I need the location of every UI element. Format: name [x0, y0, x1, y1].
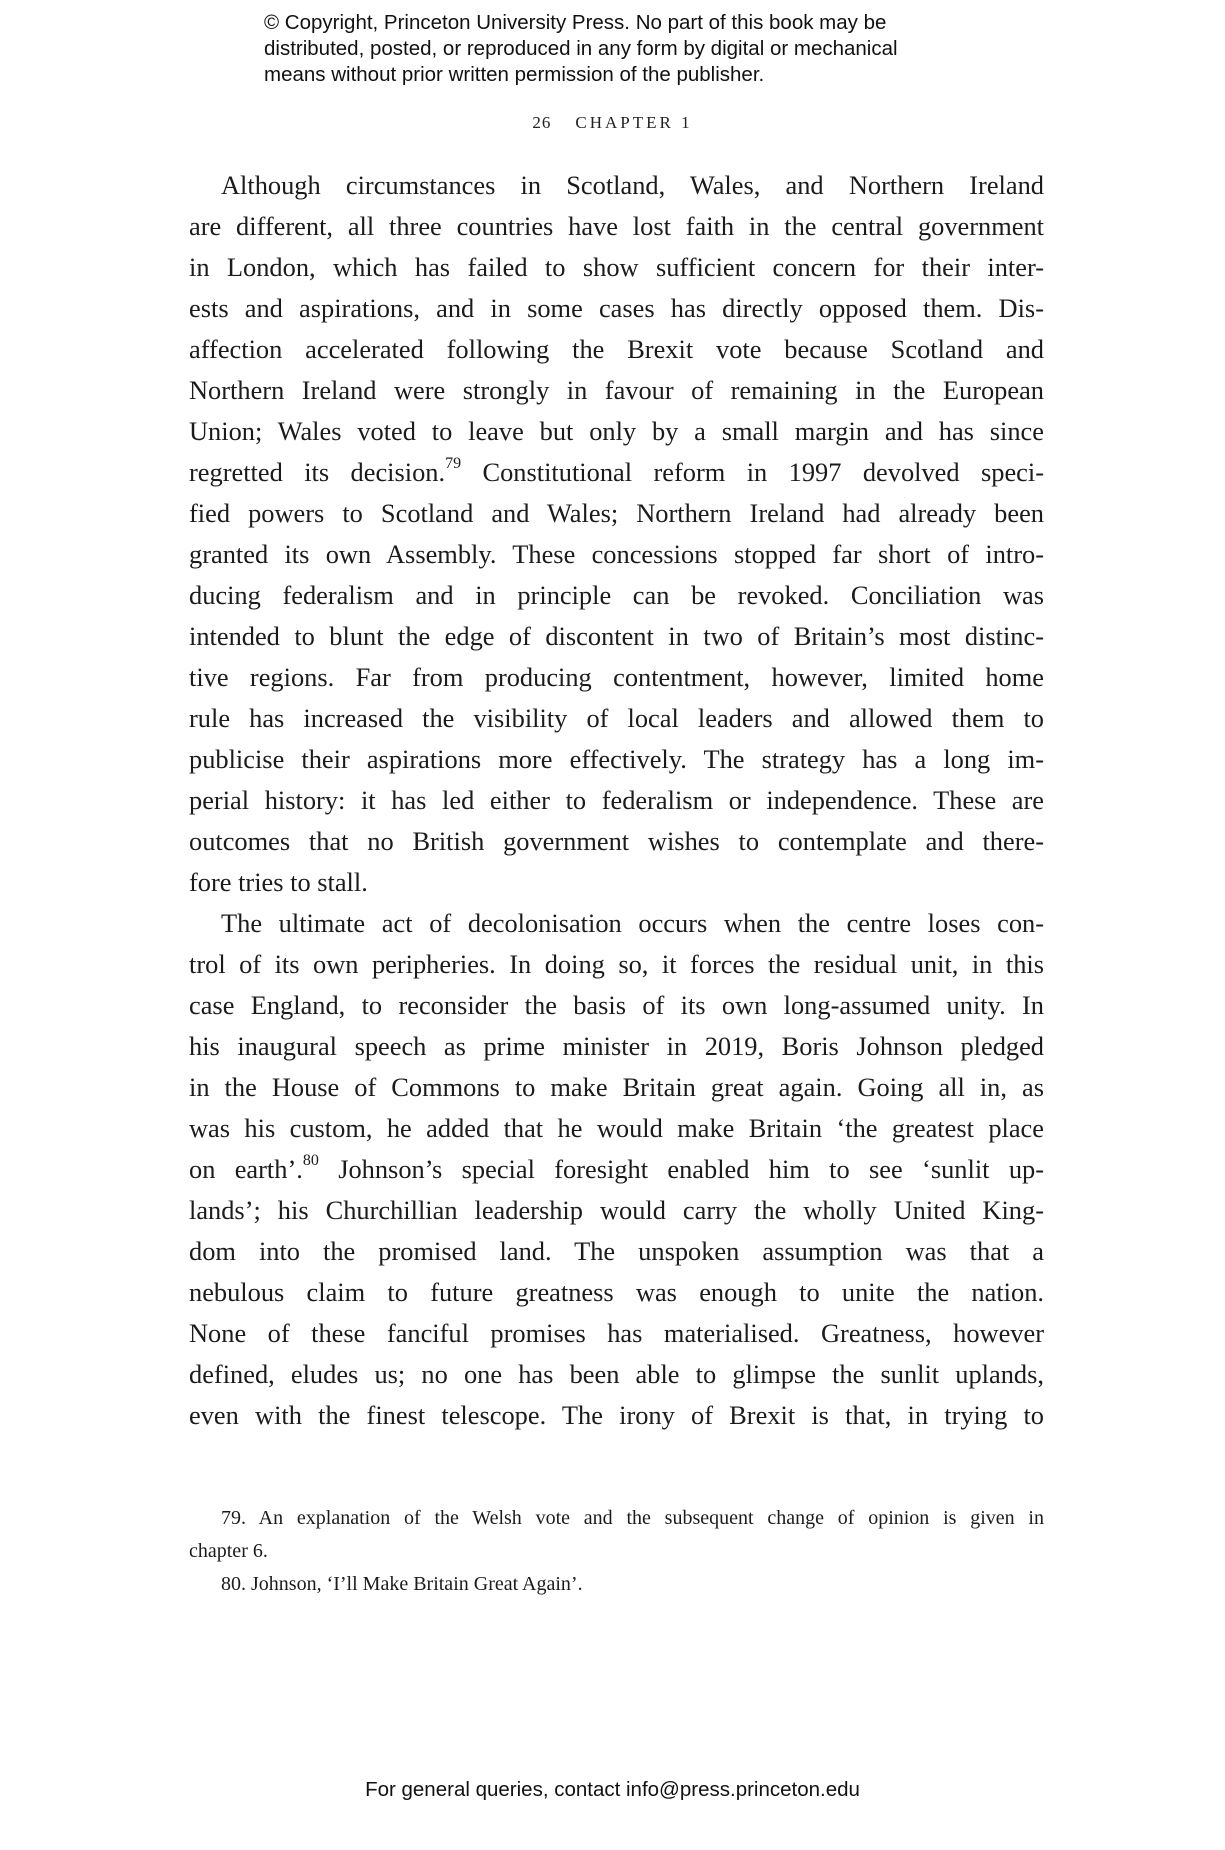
footnote-marker-79[interactable]: 79 [445, 455, 462, 473]
text-line: outcomes that no British government wishes to contemplate and there- [189, 826, 1044, 856]
text-line: even with the finest telescope. The irony of Brexit is that, in trying to [189, 1400, 1044, 1430]
text-line: was his custom, he added that he would make Britain ‘the greatest place [189, 1113, 1044, 1143]
paragraph [189, 165, 1044, 903]
text-line: granted its own Assembly. These concessions stopped far short of intro- [189, 539, 1044, 569]
text-line: his inaugural speech as prime minister in 2019, Boris Johnson pledged [189, 1031, 1044, 1061]
text-line: Union; Wales voted to leave but only by a small margin and has since [189, 416, 1044, 446]
text-line: affection accelerated following the Brexit vote because Scotland and [189, 334, 1044, 364]
text-line: are different, all three countries have lost faith in the central government [189, 211, 1044, 241]
running-head [0, 113, 1225, 133]
text-line: lands’; his Churchillian leadership would carry the wholly United King- [189, 1195, 1044, 1225]
copyright-line: distributed, posted, or reproduced in any form by digital or mechanical [264, 37, 898, 60]
text-fragment: regretted its decision. [189, 457, 446, 487]
text-line: trol of its own peripheries. In doing so, it forces the residual unit, in this [189, 949, 1044, 979]
text-line: nebulous claim to future greatness was enough to unite the nation. [189, 1277, 1044, 1307]
text-line: Northern Ireland were strongly in favour of remaining in the European [189, 375, 1044, 405]
footnote-80: 80. Johnson, ‘I’ll Make Britain Great Again’. [221, 1573, 583, 1595]
chapter-label: CHAPTER 1 [575, 113, 693, 132]
text-line [189, 1149, 1044, 1190]
text-line: ests and aspirations, and in some cases has directly opposed them. Dis- [189, 293, 1044, 323]
copyright-line: © Copyright, Princeton University Press. No part of this book may be [264, 11, 887, 34]
text-line: in London, which has failed to show sufficient concern for their inter- [189, 252, 1044, 282]
text-line: case England, to reconsider the basis of its own long-assumed unity. In [189, 990, 1044, 1020]
text-fragment: Johnson’s special foresight enabled him to see ‘sunlit up- [318, 1154, 1044, 1184]
text-line: The ultimate act of decolonisation occurs when the centre loses con- [221, 908, 1044, 938]
text-fragment: Constitutional reform in 1997 devolved speci- [461, 457, 1045, 487]
footnote-79: 79. An explanation of the Welsh vote and the subsequent change of opinion is given in [221, 1507, 1044, 1529]
footnote-79-continuation: chapter 6. [189, 1540, 268, 1562]
contact-footer: For general queries, contact info@press.princeton.edu [365, 1778, 860, 1801]
footnotes [189, 1502, 1044, 1601]
text-line [189, 452, 1044, 493]
text-line: None of these fanciful promises has materialised. Greatness, however [189, 1318, 1044, 1348]
text-fragment: on earth’. [189, 1154, 303, 1184]
text-line: in the House of Commons to make Britain great again. Going all in, as [189, 1072, 1044, 1102]
text-line: intended to blunt the edge of discontent in two of Britain’s most distinc- [189, 621, 1044, 651]
text-line: perial history: it has led either to federalism or independence. These are [189, 785, 1044, 815]
text-line: fore tries to stall. [189, 867, 368, 897]
copyright-line: means without prior written permission of the publisher. [264, 63, 765, 86]
text-line: dom into the promised land. The unspoken assumption was that a [189, 1236, 1044, 1266]
text-line: tive regions. Far from producing contentment, however, limited home [189, 662, 1044, 692]
page-number: 26 [532, 113, 552, 132]
text-line: fied powers to Scotland and Wales; Northern Ireland had already been [189, 498, 1044, 528]
footnote-marker-80[interactable]: 80 [302, 1152, 319, 1170]
text-line: rule has increased the visibility of local leaders and allowed them to [189, 703, 1044, 733]
copyright-notice [264, 10, 984, 88]
text-line: defined, eludes us; no one has been able to glimpse the sunlit uplands, [189, 1359, 1044, 1389]
text-line: ducing federalism and in principle can be revoked. Conciliation was [189, 580, 1044, 610]
text-line: publicise their aspirations more effectively. The strategy has a long im- [189, 744, 1044, 774]
text-line: Although circumstances in Scotland, Wales, and Northern Ireland [221, 170, 1044, 200]
body-text [189, 165, 1044, 1436]
paragraph [189, 903, 1044, 1436]
